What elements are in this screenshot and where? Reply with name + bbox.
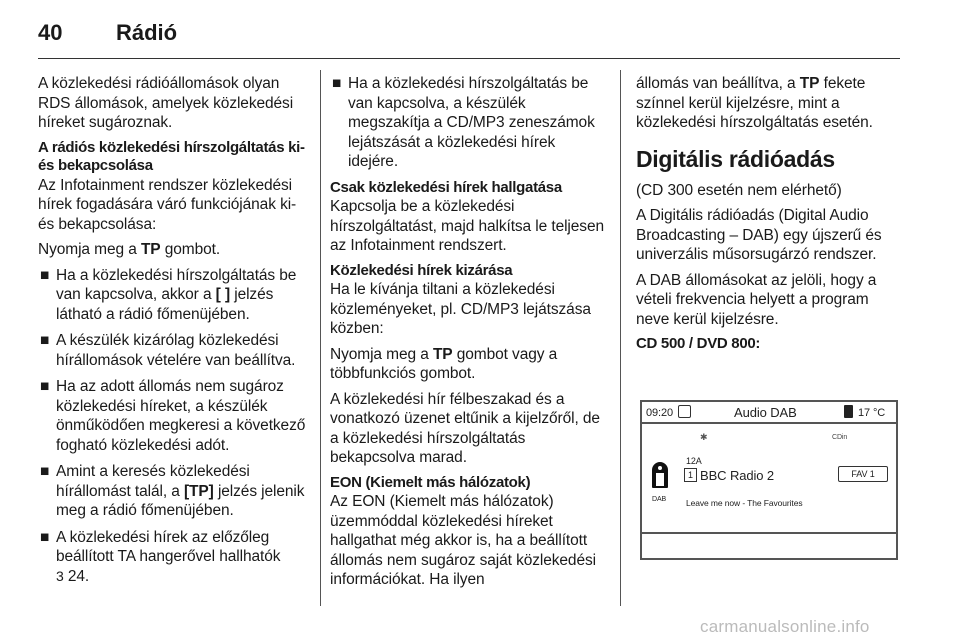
column-divider (320, 70, 321, 606)
block-traffic-paragraph: Ha le kívánja tiltani a közlekedési közleményeket, pl. CD/MP3 lejátszása közben: (330, 281, 591, 337)
cdin-label: CDin (832, 433, 848, 441)
heading-cd500: CD 500 / DVD 800: (636, 335, 761, 352)
station-name: BBC Radio 2 (700, 467, 775, 483)
column-2 (330, 74, 606, 596)
screen-title: Audio DAB (734, 404, 797, 420)
bullet-list (38, 266, 312, 587)
page-reference[interactable]: 24. (63, 567, 90, 585)
column-divider (620, 70, 621, 606)
radio-text: Leave me now - The Favourites (686, 497, 803, 508)
cross-reference-arrow-icon: 3 (56, 567, 64, 584)
phone-icon (844, 405, 853, 418)
clock: 09:20 (646, 406, 674, 419)
tp-button-label: TP (432, 345, 453, 363)
infotainment-screen (640, 400, 898, 560)
traffic-only-paragraph: Kapcsolja be a közlekedési hírszolgáltatást, majd halkítsa le teljesen az Infotainment rendszert. (330, 198, 604, 254)
eon-continued-paragraph: állomás van beállítva, a TP fekete színnel kerül kijelzésre, mint a közlekedési hírszolgáltatás esetén. (636, 75, 873, 131)
page-number: 40 (38, 20, 63, 45)
dab-marking: A DAB állomásokat az jelöli, hogy a vételi frekvencia helyett a program neve kerül kijelzésre. (636, 271, 877, 328)
eon-paragraph: Az EON (Kiemelt más hálózatok) üzemmóddal közlekedési híreket hallgathat még akkor is, ha a beállított állomás nem sugároz saját közlekedési információkat. Ha ilyen (330, 493, 596, 588)
list-item: ■ A készülék kizárólag közlekedési hírállomások vételére van beállítva. (40, 332, 296, 369)
heading-traffic-only: Csak közlekedési hírek hallgatása (330, 178, 562, 196)
traffic-info-icon (652, 462, 668, 488)
dab-channel: 12A (686, 455, 702, 466)
favourites-button[interactable]: FAV 1 (838, 466, 888, 482)
column-3 (636, 74, 904, 582)
bullet-list (330, 74, 606, 172)
tp-label: TP (799, 75, 820, 92)
screen-divider (642, 532, 896, 534)
status-icon (678, 405, 691, 418)
tp-button-label: TP (140, 241, 161, 258)
list-item: ■ A közlekedési hírek az előzőleg beállított TA hangerővel hallhatók 3 24. (40, 528, 281, 585)
page-title: Rádió (116, 20, 178, 45)
cd300-note: (CD 300 esetén nem elérhető) (636, 181, 842, 199)
heading-dab: Digitális rádióadás (636, 145, 835, 172)
interrupt-paragraph: A közlekedési hír félbeszakad és a vonatkozó üzenet eltűnik a kijelzőről, de a közlekedési hírszolgáltatás bekapcsolva marad. (330, 390, 600, 466)
list-item: ■ Ha a közlekedési hírszolgáltatás be van kapcsolva, a készülék megszakítja a CD/MP3 zeneszámok lejátszását a közlekedési hírek idejére. (332, 75, 595, 170)
press-tp-paragraph: Nyomja meg a TP gombot. (38, 241, 221, 258)
press-tp-paragraph: Nyomja meg a TP gombot vagy a többfunkciós gombot. (330, 345, 558, 382)
preset-number: 1 (684, 468, 697, 482)
display-illustration (636, 368, 898, 582)
list-item: ■ Ha a közlekedési hírszolgáltatás be van kapcsolva, akkor a [ ] jelzés látható a rádió főmenüjében. (40, 266, 297, 323)
temperature: 17 °C (858, 406, 886, 419)
list-item: ■ Amint a keresés közlekedési hírállomást talál, a [TP] jelzés jelenik meg a rádió főmenüjében. (40, 463, 305, 519)
toggle-paragraph: Az Infotainment rendszer közlekedési hírek fogadására váró funkciójának ki- és bekapcsolása: (38, 176, 297, 233)
heading-block-traffic: Közlekedési hírek kizárása (330, 261, 513, 279)
heading-toggle: A rádiós közlekedési hírszolgáltatás ki- és bekapcsolása (38, 138, 305, 174)
dab-label: DAB (652, 495, 667, 503)
page-header (38, 14, 900, 59)
dab-description: A Digitális rádióadás (Digital Audio Broadcasting – DAB) egy újszerű és univerzális műsorsugárzó rendszer. (636, 207, 882, 263)
watermark: carmanualsonline.info (700, 617, 870, 636)
intro-paragraph: A közlekedési rádióállomások olyan RDS állomások, amelyek közlekedési híreket sugároznak. (38, 75, 294, 131)
list-item: ■ Ha az adott állomás nem sugároz közlekedési híreket, a készülék önműködően megkeresi a következő fogható közlekedési adót. (40, 378, 306, 454)
column-1 (38, 74, 312, 593)
bluetooth-icon: ✱ (700, 431, 708, 442)
heading-eon: EON (Kiemelt más hálózatok) (330, 473, 531, 491)
screen-status-bar (642, 402, 896, 424)
